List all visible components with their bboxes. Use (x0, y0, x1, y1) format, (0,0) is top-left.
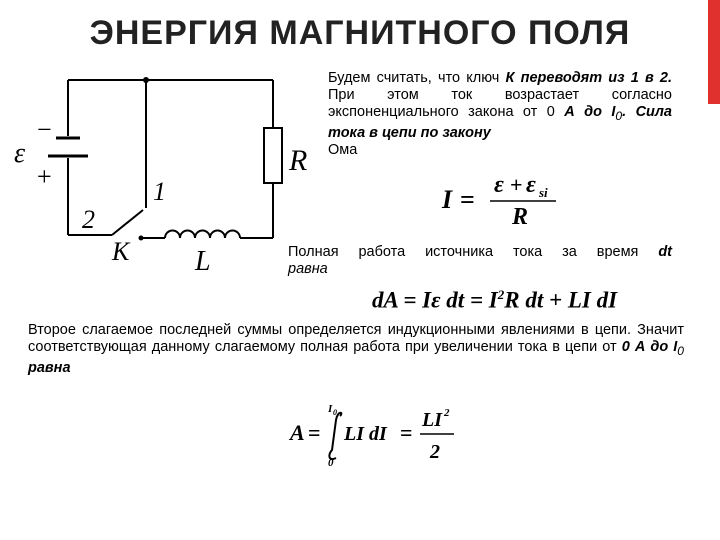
switch-contact-dot (139, 236, 144, 241)
svg-text:ε: ε (494, 172, 504, 198)
svg-text:R: R (512, 204, 529, 230)
switch-position-2-label: 2 (82, 205, 95, 234)
svg-text:=: = (400, 420, 413, 445)
svg-text:I: I (328, 403, 333, 415)
svg-text:+: + (510, 172, 523, 197)
svg-text:2: 2 (444, 407, 450, 419)
svg-text:LI: LI (422, 409, 442, 431)
svg-text:0: 0 (328, 457, 334, 469)
work-differential-formula: dA = Iε dt = $I^2R$ dt + LI dI (372, 287, 618, 313)
paragraph-switch-description: Будем считать, что ключ К переводят из 1 в 2. При этом ток возрастает согласно экспоненциального закона от 0 А до $I_0$. Сила тока в цепи по закону Ома (328, 70, 672, 158)
svg-text:A: A (290, 420, 305, 445)
svg-text:LI dI: LI dI (344, 423, 387, 445)
switch-label: K (112, 237, 130, 266)
resistor-label: R (289, 144, 308, 177)
svg-text:=: = (460, 185, 475, 214)
svg-text:0: 0 (333, 408, 337, 417)
minus-sign: − (37, 115, 52, 144)
ohm-law-formula (436, 168, 576, 230)
plus-sign: + (37, 162, 52, 191)
svg-text:I: I (442, 185, 453, 214)
junction-dot (143, 77, 149, 83)
svg-text:=: = (308, 420, 321, 445)
inductor-label: L (195, 246, 211, 277)
paragraph-inductive-work: Второе слагаемое последней суммы определяется индукционными явлениями в цепи. Значит соответствующая данному слагаемому полная работа при увеличении тока в цепи от 0 А до $I_0$ равна (28, 322, 684, 376)
paragraph-source-work: Полная работа источника тока за время dt равна (288, 244, 672, 277)
integral-sign (329, 413, 341, 459)
emf-label: ε (14, 138, 26, 169)
page-title: ЭНЕРГИЯ МАГНИТНОГО ПОЛЯ (89, 14, 631, 52)
svg-text:2: 2 (430, 441, 440, 463)
circuit-diagram (0, 60, 308, 280)
svg-text:si: si (539, 185, 548, 200)
inductive-work-integral-formula (284, 398, 464, 472)
svg-text:ε: ε (526, 172, 536, 198)
switch-position-1-label: 1 (153, 177, 166, 206)
